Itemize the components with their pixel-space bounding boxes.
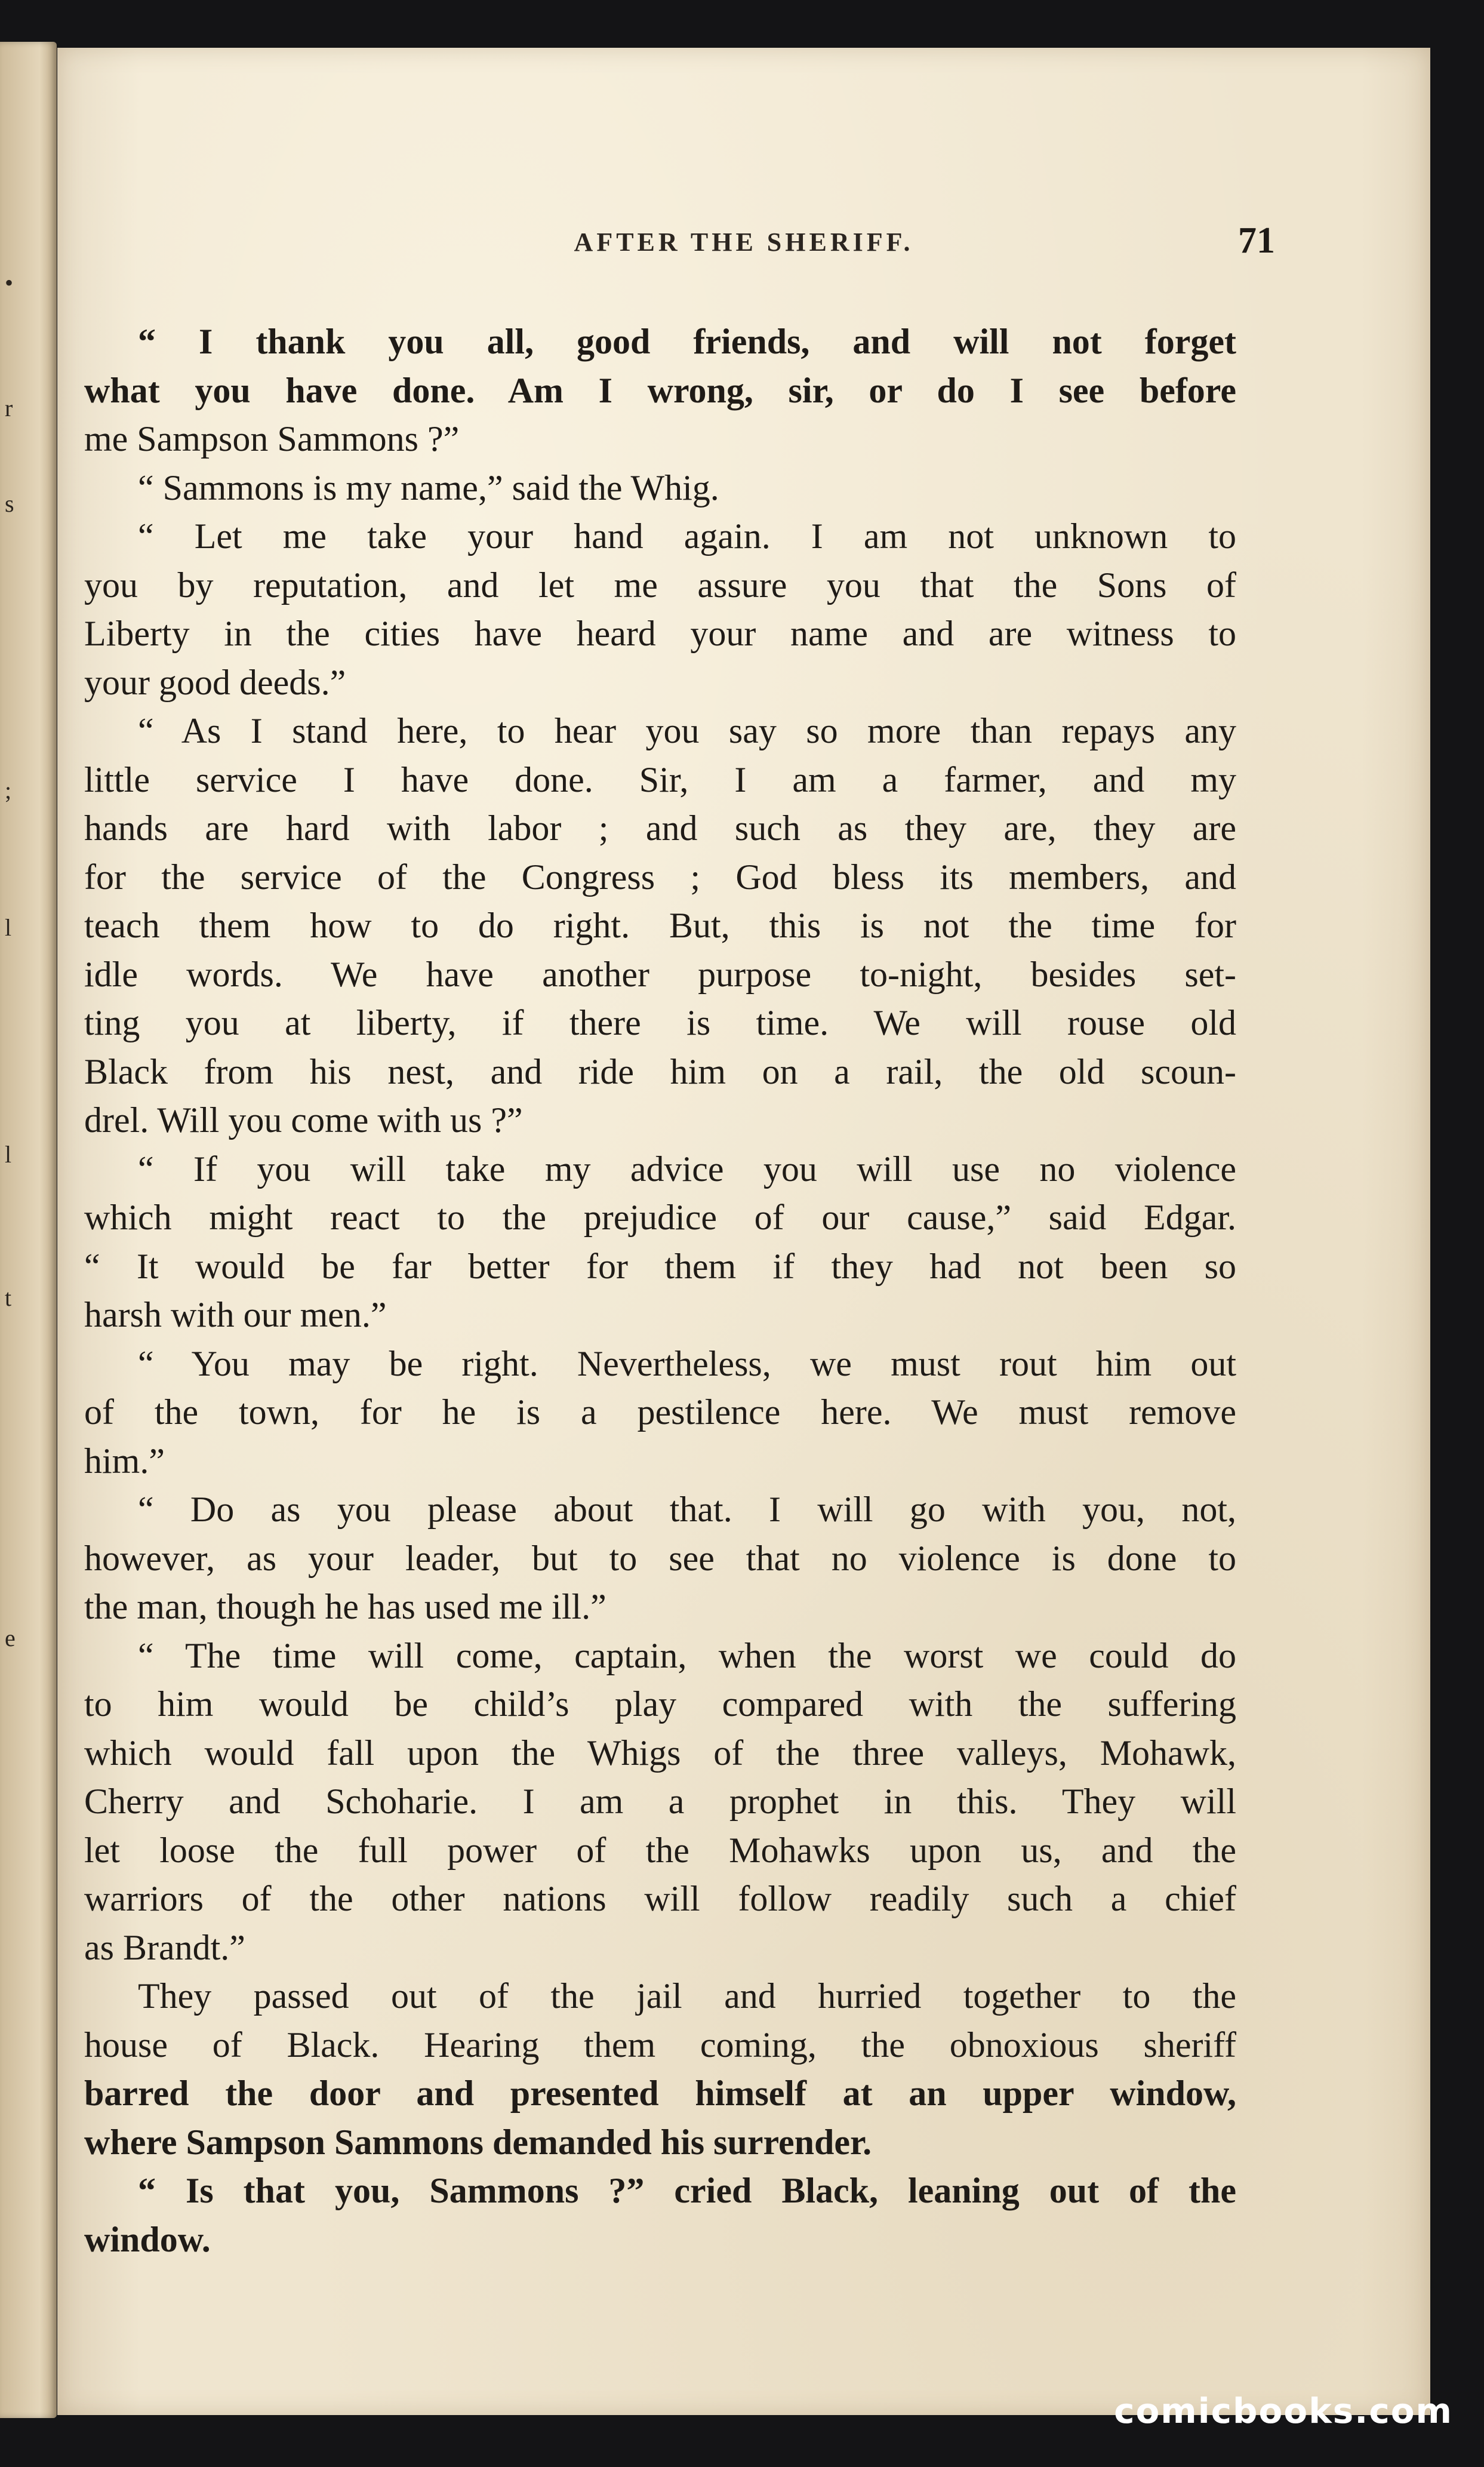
text-line: me Sampson Sammons ?” <box>84 419 460 459</box>
text-line: what you have done. Am I wrong, sir, or do I see before <box>84 370 1236 410</box>
text-line: your good deeds.” <box>84 662 346 702</box>
edge-mark: e <box>5 1625 16 1651</box>
text-line: little service I have done. Sir, I am a farmer, and my <box>84 759 1236 799</box>
text-line: “ Sammons is my name,” said the Whig. <box>138 467 719 507</box>
text-line: of the town, for he is a pestilence here. We must remove <box>84 1392 1236 1432</box>
edge-mark: • <box>5 269 14 296</box>
facing-page-edge <box>0 42 57 2418</box>
text-line: hands are hard with labor ; and such as they are, they are <box>84 808 1236 848</box>
book-page <box>57 48 1430 2415</box>
text-line: to him would be child’s play compared with the suffering <box>84 1684 1236 1724</box>
text-line: “ Do as you please about that. I will go with you, not, <box>138 1490 1236 1529</box>
text-line: “ If you will take my advice you will use no violence <box>138 1149 1236 1189</box>
text-line: warriors of the other nations will follow readily such a chief <box>84 1879 1236 1918</box>
watermark-logo: comicbooks.com <box>1114 2391 1453 2431</box>
text-line: “ I thank you all, good friends, and will not forget <box>138 322 1236 361</box>
text-line: him.” <box>84 1441 165 1481</box>
edge-mark: t <box>5 1284 12 1311</box>
text-line: the man, though he has used me ill.” <box>84 1587 606 1626</box>
edge-mark: l <box>5 914 12 941</box>
text-line: window. <box>84 2219 211 2259</box>
edge-mark: ; <box>5 777 12 804</box>
text-line: Cherry and Schoharie. I am a prophet in this. They will <box>84 1782 1236 1821</box>
body-text <box>84 318 1236 2264</box>
text-line: They passed out of the jail and hurried together to the <box>138 1976 1236 2016</box>
text-line: “ Is that you, Sammons ?” cried Black, leaning out of the <box>138 2171 1236 2210</box>
page-number: 71 <box>1238 220 1275 261</box>
text-line: ting you at liberty, if there is time. We will rouse old <box>84 1003 1236 1042</box>
text-line: which would fall upon the Whigs of the three valleys, Mohawk, <box>84 1733 1236 1773</box>
text-line: “ As I stand here, to hear you say so more than repays any <box>138 711 1236 750</box>
text-line: teach them how to do right. But, this is not the time for <box>84 906 1236 945</box>
text-line: where Sampson Sammons demanded his surrender. <box>84 2122 872 2162</box>
text-line: for the service of the Congress ; God bless its members, and <box>84 857 1236 897</box>
text-line: “ You may be right. Nevertheless, we must rout him out <box>138 1343 1236 1383</box>
text-line: barred the door and presented himself at an upper window, <box>84 2074 1236 2113</box>
text-line: Liberty in the cities have heard your name and are witness to <box>84 614 1236 653</box>
text-line: let loose the full power of the Mohawks upon us, and the <box>84 1830 1236 1870</box>
text-line: idle words. We have another purpose to-night, besides set- <box>84 954 1236 994</box>
text-line: “ Let me take your hand again. I am not unknown to <box>138 516 1236 556</box>
text-line: house of Black. Hearing them coming, the obnoxious sheriff <box>84 2025 1236 2065</box>
text-line: Black from his nest, and ride him on a rail, the old scoun- <box>84 1051 1236 1091</box>
edge-mark: l <box>5 1141 12 1168</box>
edge-mark: r <box>5 395 13 422</box>
text-line: however, as your leader, but to see that no violence is done to <box>84 1538 1236 1578</box>
text-line: drel. Will you come with us ?” <box>84 1100 523 1140</box>
text-line: which might react to the prejudice of our cause,” said Edgar. <box>84 1198 1236 1237</box>
text-line: as Brandt.” <box>84 1927 245 1967</box>
text-line: “ The time will come, captain, when the worst we could do <box>138 1635 1236 1675</box>
running-head: AFTER THE SHERIFF. <box>574 227 914 257</box>
text-line: “ It would be far better for them if they had not been so <box>84 1246 1236 1286</box>
edge-mark: s <box>5 490 14 517</box>
text-line: harsh with our men.” <box>84 1295 387 1334</box>
text-line: you by reputation, and let me assure you that the Sons of <box>84 565 1236 605</box>
